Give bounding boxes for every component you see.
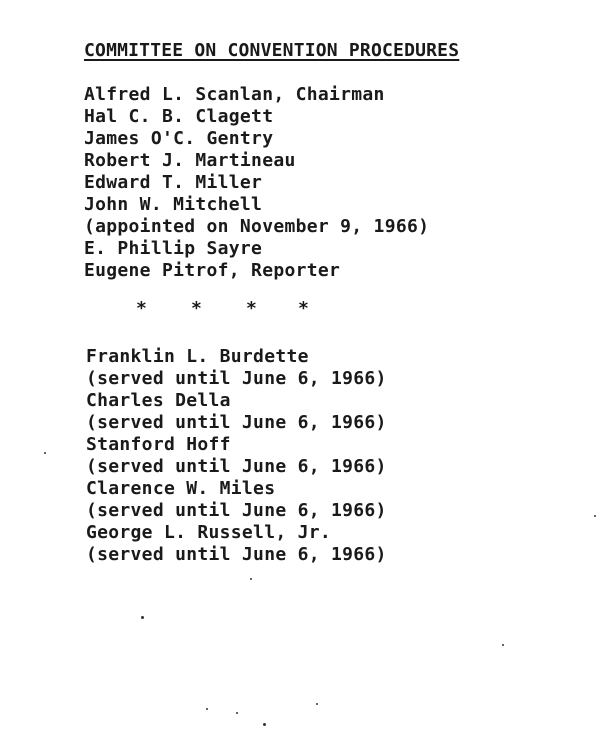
former-member-line: Clarence W. Miles (86, 478, 276, 499)
former-member-line: Stanford Hoff (86, 434, 231, 455)
former-member-note: (served until June 6, 1966) (86, 544, 387, 565)
member-note: (appointed on November 9, 1966) (84, 216, 430, 237)
former-member-note: (served until June 6, 1966) (86, 368, 387, 389)
scan-speck (502, 644, 504, 646)
separator-star: * (136, 298, 147, 319)
former-member-note: (served until June 6, 1966) (86, 500, 387, 521)
member-line: Hal C. B. Clagett (84, 106, 274, 127)
page-title: COMMITTEE ON CONVENTION PROCEDURES (84, 40, 460, 61)
scan-speck (263, 723, 266, 726)
former-member-line: Franklin L. Burdette (86, 346, 309, 367)
section-separator (136, 298, 326, 322)
member-line: Edward T. Miller (84, 172, 263, 193)
scan-speck (250, 578, 252, 580)
scan-speck (236, 712, 238, 714)
former-member-note: (served until June 6, 1966) (86, 456, 387, 477)
former-member-line: Charles Della (86, 390, 231, 411)
scan-speck (44, 452, 46, 454)
member-line: James O'C. Gentry (84, 128, 274, 149)
member-line: Robert J. Martineau (84, 150, 296, 171)
former-member-list (86, 346, 387, 566)
former-member-line: George L. Russell, Jr. (86, 522, 332, 543)
scan-speck (141, 616, 144, 619)
separator-star: * (191, 298, 202, 319)
member-line: John W. Mitchell (84, 194, 263, 215)
separator-star: * (298, 298, 309, 319)
member-line: E. Phillip Sayre (84, 238, 263, 259)
former-member-note: (served until June 6, 1966) (86, 412, 387, 433)
separator-star: * (246, 298, 257, 319)
member-list (84, 84, 429, 282)
scan-speck (594, 515, 596, 517)
member-line: Alfred L. Scanlan, Chairman (84, 84, 385, 105)
scan-speck (316, 703, 318, 705)
member-line: Eugene Pitrof, Reporter (84, 260, 341, 281)
scan-speck (206, 708, 208, 710)
